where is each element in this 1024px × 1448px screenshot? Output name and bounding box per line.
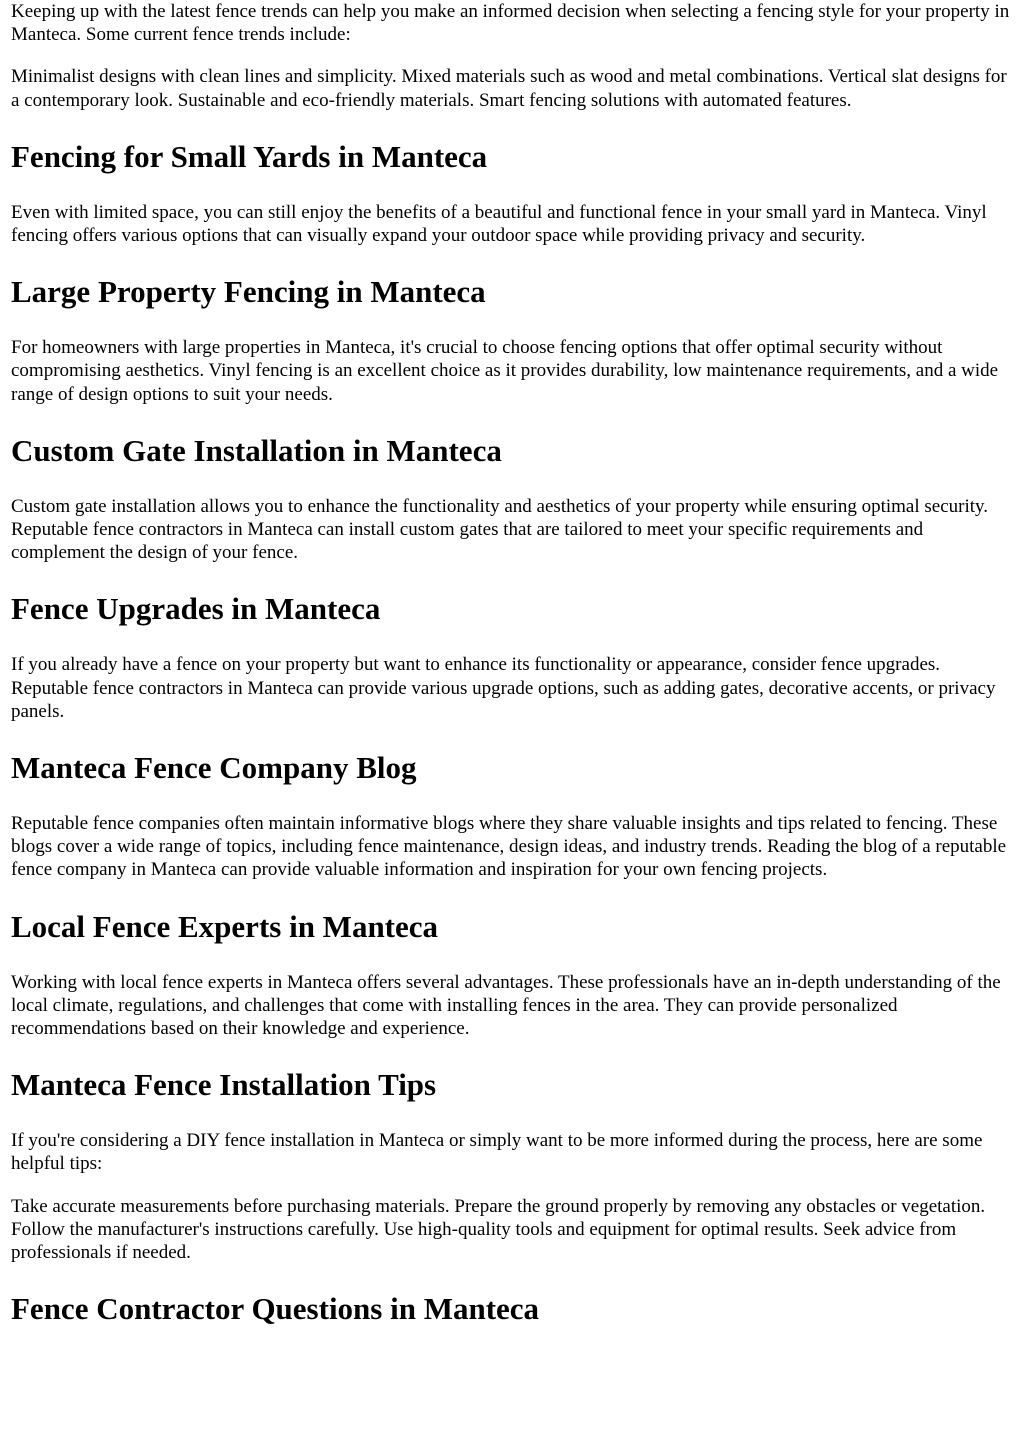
section-heading-large-property: Large Property Fencing in Manteca (11, 274, 486, 310)
section-heading-installation-tips: Manteca Fence Installation Tips (11, 1067, 437, 1103)
section-heading-custom-gate: Custom Gate Installation in Manteca (11, 432, 502, 468)
trends-paragraph: Minimalist designs with clean lines and simplicity. Mixed materials such as wood and metal combinations. Vertical slat designs for a contemporary look. Sustainable and eco-friendly materials. Smart fencing solutions with automated features. (11, 66, 1007, 111)
section-body-custom-gate: Custom gate installation allows you to enhance the functionality and aesthetics of your property while ensuring optimal security. Reputable fence contractors in Manteca can install custom gates that are tailored to meet your specific requirements and complement the design of your fence. (11, 495, 989, 564)
section-body-local-experts: Working with local fence experts in Manteca offers several advantages. These professionals have an in-depth understanding of the local climate, regulations, and challenges that come with installing fences in the area. They can provide personalized recommendations based on their knowledge and experience. (11, 971, 1001, 1040)
section-body-installation-tips: If you're considering a DIY fence installation in Manteca or simply want to be more informed during the process, here are some helpful tips: (11, 1130, 983, 1175)
section-body-company-blog: Reputable fence companies often maintain informative blogs where they share valuable insights and tips related to fencing. These blogs cover a wide range of topics, including fence maintenance, design ideas, and industry trends. Reading the blog of a reputable fence company in Manteca can provide valuable information and inspiration for your own fencing projects. (11, 813, 1007, 881)
section-heading-small-yards: Fencing for Small Yards in Manteca (11, 138, 488, 174)
section-heading-fence-upgrades: Fence Upgrades in Manteca (11, 591, 381, 627)
intro-paragraph: Keeping up with the latest fence trends can help you make an informed decision when selecting a fencing style for your property in Manteca. Some current fence trends include: (11, 1, 1010, 46)
section-heading-company-blog: Manteca Fence Company Blog (11, 750, 417, 786)
section-body-small-yards: Even with limited space, you can still enjoy the benefits of a beautiful and functional fence in your small yard in Manteca. Vinyl fencing offers various options that can visually expand your outdoor space while providing privacy and security. (11, 201, 987, 247)
section-body-large-property: For homeowners with large properties in Manteca, it's crucial to choose fencing options that offer optimal security without compromising aesthetics. Vinyl fencing is an excellent choice as it provides durability, low maintenance requirements, and a wide range of design options to suit your needs. (11, 337, 999, 405)
section-heading-contractor-questions: Fence Contractor Questions in Manteca (11, 1291, 540, 1327)
section-heading-local-experts: Local Fence Experts in Manteca (11, 908, 439, 944)
section-body-fence-upgrades: If you already have a fence on your property but want to enhance its functionality or appearance, consider fence upgrades. Reputable fence contractors in Manteca can provide various upgrade options, such as adding gates, decorative accents, or privacy panels. (11, 654, 996, 722)
section-body-installation-tips-list: Take accurate measurements before purchasing materials. Prepare the ground properly by removing any obstacles or vegetation. Follow the manufacturer's instructions carefully. Use high-quality tools and equipment for optimal results. Seek advice from professionals if needed. (11, 1195, 986, 1264)
